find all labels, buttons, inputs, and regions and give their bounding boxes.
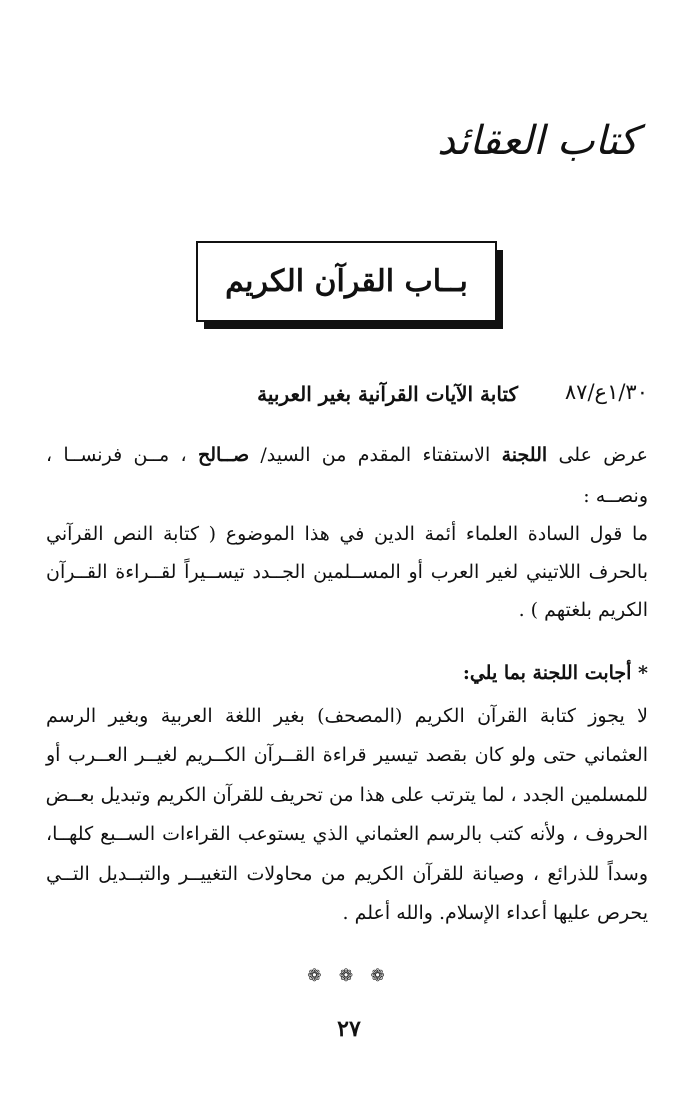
chapter-box: [196, 241, 497, 322]
section-title: كتابة الآيات القرآنية بغير العربية: [257, 382, 518, 406]
answer-line-5: وسداً للذرائع ، وصيانة للقرآن الكريم من محاولات التغييــر والتبــديل التــي: [46, 863, 648, 885]
question-text: ، مــن فرنســا ،: [46, 444, 198, 466]
requester-name: صــالح: [197, 444, 250, 466]
question-line-3: ما قول السادة العلماء أئمة الدين في هذا الموضوع ( كتابة النص القرآني: [46, 523, 648, 545]
section-number: ١/٣٠ع/٨٧: [564, 380, 648, 404]
page-number: ٢٧: [337, 1016, 361, 1042]
book-title: كتاب العقائد: [437, 118, 638, 164]
answer-line-2: العثماني حتى ولو كان بقصد تيسير قراءة القــرآن الكــريم لغيــر العــرب أو: [46, 744, 648, 766]
committee-name: اللجنة: [501, 444, 548, 466]
question-line-2: ونصــه :: [583, 485, 648, 507]
question-line-4: بالحرف اللاتيني لغير العرب أو المســلمين الجــدد تيســيراً لقــراءة القــرآن: [46, 561, 648, 583]
answer-line-1: لا يجوز كتابة القرآن الكريم (المصحف) بغير اللغة العربية وبغير الرسم: [46, 705, 648, 727]
question-text: الاستفتاء المقدم من السيد/: [249, 444, 502, 466]
question-text: عرض على: [547, 444, 648, 466]
answer-heading: * أجابت اللجنة بما يلي:: [462, 662, 648, 684]
section-end-ornament: ❁ ❁ ❁: [307, 966, 391, 986]
answer-line-3: للمسلمين الجدد ، لما يترتب على هذا من تحريف للقرآن الكريم وتبديل بعــض: [45, 784, 648, 806]
answer-line-6: يحرص عليها أعداء الإسلام. والله أعلم .: [342, 902, 648, 924]
answer-line-4: الحروف ، ولأنه كتب بالرسم العثماني الذي يستوعب القراءات الســبع كلهــا،: [46, 823, 648, 845]
question-line-1: [46, 446, 648, 465]
question-line-5: الكريم بلغتهم ) .: [518, 599, 648, 621]
chapter-title: بــاب القرآن الكريم: [225, 264, 468, 299]
